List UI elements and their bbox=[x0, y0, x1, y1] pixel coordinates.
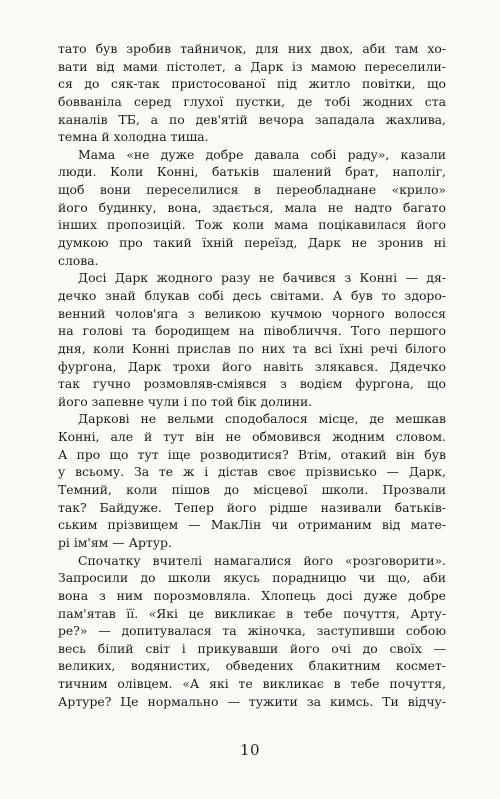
text-line: рі ім'ям — Артур. bbox=[58, 534, 172, 550]
text-line: Спочатку вчителі намагалися його «розговорити». bbox=[78, 552, 446, 568]
text-line: щоб вони переселилися в переобладнане «крило» bbox=[58, 182, 446, 198]
text-line: Конні, але й тут він не обмовився жодним словом. bbox=[58, 429, 446, 445]
text-line: А про що тут іще розводитися? Втім, отакий він був bbox=[58, 446, 446, 462]
paragraph bbox=[58, 269, 446, 410]
text-line: Мама «не дуже добре давала собі раду», казали bbox=[78, 146, 446, 162]
text-line: на голові та бородищем на півобличчя. Того першого bbox=[58, 323, 446, 339]
text-line: темна й холодна тиша. bbox=[58, 129, 209, 145]
paragraph bbox=[58, 40, 446, 146]
text-line: каналів ТБ, а по дев'ятій вечора западала жахлива, bbox=[58, 111, 446, 127]
text-line: великих, водянистих, обведених блакитним космет- bbox=[58, 658, 446, 674]
text-line: вона з ним порозмовляла. Хлопець досі дуже добре bbox=[58, 587, 446, 603]
text-line: Артуре? Це нормально — тужити за кимсь. Ти відчу- bbox=[58, 693, 446, 709]
text-line: так? Байдуже. Тепер його рідше називали батьків- bbox=[58, 499, 446, 515]
text-line: бовваніла серед глухої пустки, де тобі жодних ста bbox=[58, 93, 446, 109]
text-line: дня, коли Конні прислав по них та всі їхні речі білого bbox=[58, 340, 446, 356]
body-text bbox=[58, 40, 446, 710]
text-line: Досі Дарк жодного разу не бачився з Конні — дя- bbox=[78, 270, 446, 286]
text-line: Темний, коли пішов до місцевої школи. Прозвали bbox=[58, 482, 446, 498]
text-line: люди. Коли Конні, батьків шалений брат, наполіг, bbox=[58, 164, 446, 180]
text-line: його запевне чули і по той бік долини. bbox=[58, 393, 313, 409]
text-line: його будинку, вона, здається, мала не надто багато bbox=[58, 199, 446, 215]
text-line: вати від мами пістолет, а Дарк із мамою переселили- bbox=[58, 58, 446, 74]
text-line: слова. bbox=[58, 252, 99, 268]
text-line: думкою про такий їхній переїзд, Дарк не зронив ні bbox=[58, 235, 446, 251]
text-line: фургона, Дарк трохи його навіть злякався. Дядечко bbox=[58, 358, 446, 374]
page-number: 10 bbox=[239, 741, 261, 759]
paragraph bbox=[58, 146, 446, 269]
text-line: тичним олівцем. «А які те викликає в тебе почуття, bbox=[58, 676, 446, 692]
text-line: у всьому. За те ж і дістав своє прізвисько — Дарк, bbox=[58, 464, 446, 480]
text-line: ре?» — допитувалася та жіночка, заступивши собою bbox=[58, 623, 446, 639]
text-line: венний чолов'яга з великою кучмою чорного волосся bbox=[58, 305, 446, 321]
text-line: інших пропозицій. Тож коли мама поцікавилася його bbox=[58, 217, 446, 233]
text-line: так гучно розмовляв-сміявся з водієм фургона, що bbox=[58, 376, 446, 392]
text-line: ським прізвищем — МакЛін чи отриманим від мате- bbox=[58, 517, 446, 533]
text-line: дечко знай блукав собі десь світами. А був то здоро- bbox=[58, 287, 446, 303]
paragraph bbox=[58, 410, 446, 551]
text-line: весь білий світ і прикувавши його очі до своїх — bbox=[58, 640, 446, 656]
paragraph bbox=[58, 552, 446, 711]
text-line: Запросили до школи якусь порадницю чи що, аби bbox=[58, 570, 446, 586]
text-line: Даркові не вельми сподобалося місце, де мешкав bbox=[78, 411, 446, 427]
text-line: тато був зробив тайничок, для них двох, аби там хо- bbox=[58, 41, 446, 56]
text-line: ся до сяк-так пристосованої під житло повітки, що bbox=[58, 76, 446, 92]
text-line: пам'ятав її. «Які це викликає в тебе почуття, Арту- bbox=[58, 605, 446, 621]
